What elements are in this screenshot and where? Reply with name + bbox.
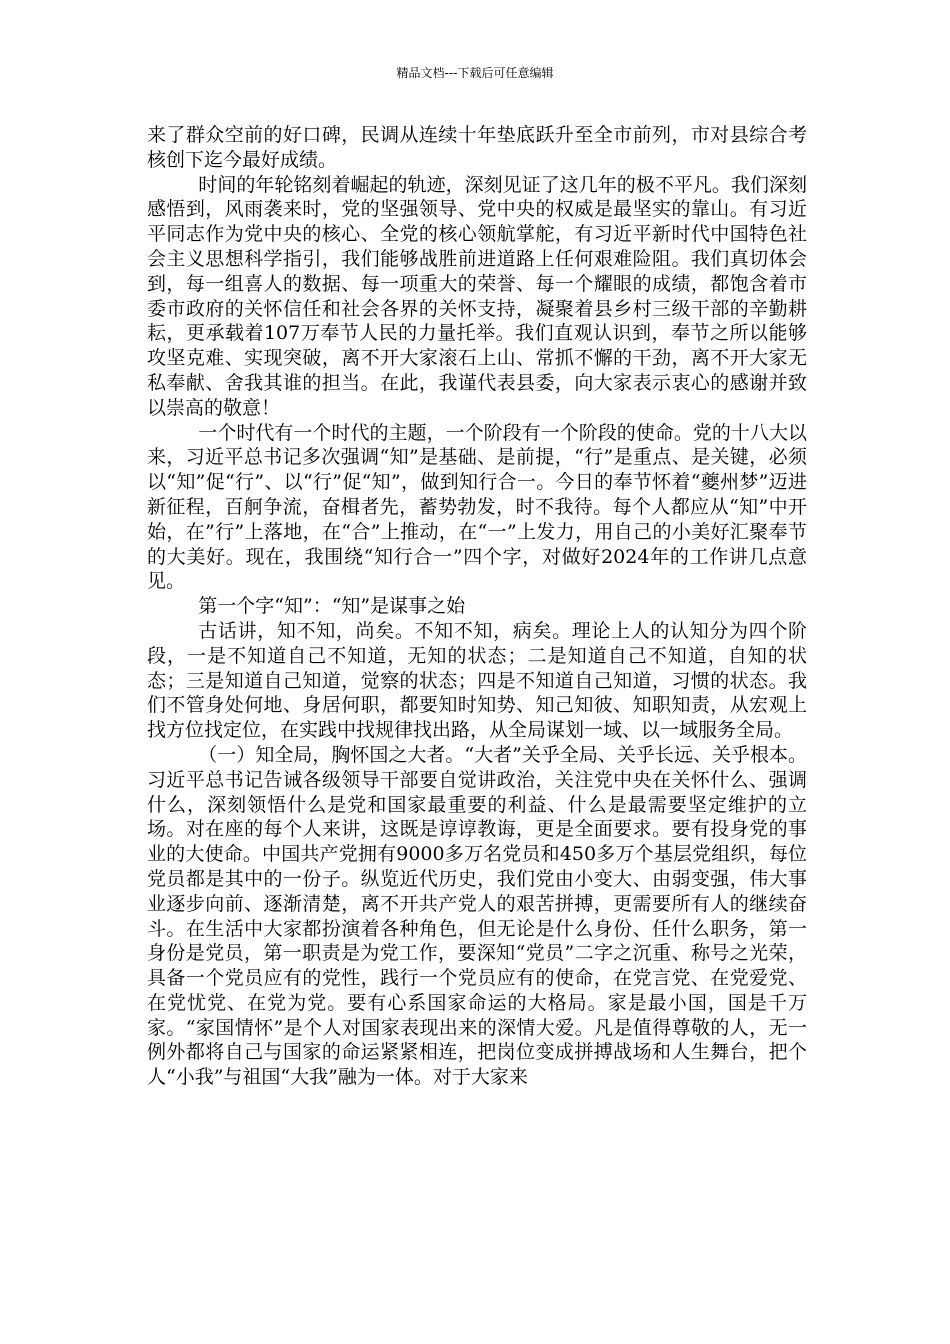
paragraph-4: 古话讲，知不知，尚矣。不知不知，病矣。理论上人的认知分为四个阶段，一是不知道自己不知道，无知的状态；二是知道自己不知道，自知的状态；三是知道自己知道，觉察的状态；四是不知道自己知道，习惯的状态。我们不管身处何地、身居何职，都要知时知势、知己知彼、知职知责，从宏观上找方位找定位，在实践中找规律找出路，从全局谋划一域、以一域服务全局。 (147, 619, 807, 742)
paragraph-3: 一个时代有一个时代的主题，一个阶段有一个阶段的使命。党的十八大以来，习近平总书记多次强调“知”是基础、是前提，“行”是重点、是关键，必须以“知”促“行”、以“行”促“知”，做到知行合一。今日的奉节怀着“夔州梦”迈进新征程，百舸争流，奋楫者先，蓄势勃发，时不我待。每个人都应从“知”中开始，在”行”上落地，在“合”上推动，在“一”上发力，用自己的小美好汇聚奉节的大美好。现在，我围绕“知行合一”四个字，对做好2024年的工作讲几点意见。 (147, 421, 807, 593)
page-header: 精品文档---下载后可任意编辑 (396, 66, 554, 80)
document-body (147, 123, 807, 1090)
paragraph-5: （一）知全局，胸怀国之大者。“大者”关乎全局、关乎长远、关乎根本。习近平总书记告诫各级领导干部要自觉讲政治，关注党中央在关怀什么、强调什么，深刻领悟什么是党和国家最重要的利益、什么是最需要坚定维护的立场。对在座的每个人来讲，这既是谆谆教诲，更是全面要求。要有投身党的事业的大使命。中国共产党拥有9000多万名党员和450多万个基层党组织，每位党员都是其中的一份子。纵览近代历史，我们党由小变大、由弱变强，伟大事业逐步向前、逐渐清楚，离不开共产党人的艰苦拼搏，更需要所有人的继续奋斗。在生活中大家都扮演着各种角色，但无论是什么身份、任什么职务，第一身份是党员，第一职责是为党工作，要深知“党员”二字之沉重、称号之光荣，具备一个党员应有的党性，践行一个党员应有的使命，在党言党、在党爱党、在党忧党、在党为党。要有心系国家命运的大格局。家是最小国，国是千万家。“家国情怀”是个人对国家表现出来的深情大爱。凡是值得尊敬的人，无一例外都将自己与国家的命运紧紧相连，把岗位变成拼搏战场和人生舞台，把个人“小我”与祖国“大我”融为一体。对于大家来 (147, 743, 807, 1089)
paragraph-1: 来了群众空前的好口碑，民调从连续十年垫底跃升至全市前列，市对县综合考核创下迄今最好成绩。 (147, 124, 807, 171)
section-heading: 第一个字“知”：“知”是谋事之始 (198, 595, 466, 618)
paragraph-2: 时间的年轮铭刻着崛起的轨迹，深刻见证了这几年的极不平凡。我们深刻感悟到，风雨袭来时，党的坚强领导、党中央的权威是最坚实的靠山。有习近平同志作为党中央的核心、全党的核心领航掌舵，有习近平新时代中国特色社会主义思想科学指引，我们能够战胜前进道路上任何艰难险阻。我们真切体会到，每一组喜人的数据、每一项重大的荣誉、每一个耀眼的成绩，都饱含着市委市政府的关怀信任和社会各界的关怀支持，凝聚着县乡村三级干部的辛勤耕耘，更承载着107万奉节人民的力量托举。我们直观认识到，奉节之所以能够攻坚克难、实现突破，离不开大家滚石上山、常抓不懈的干劲，离不开大家无私奉献、舍我其谁的担当。在此，我谨代表县委，向大家表示衷心的感谢并致以崇高的敬意！ (147, 173, 807, 419)
